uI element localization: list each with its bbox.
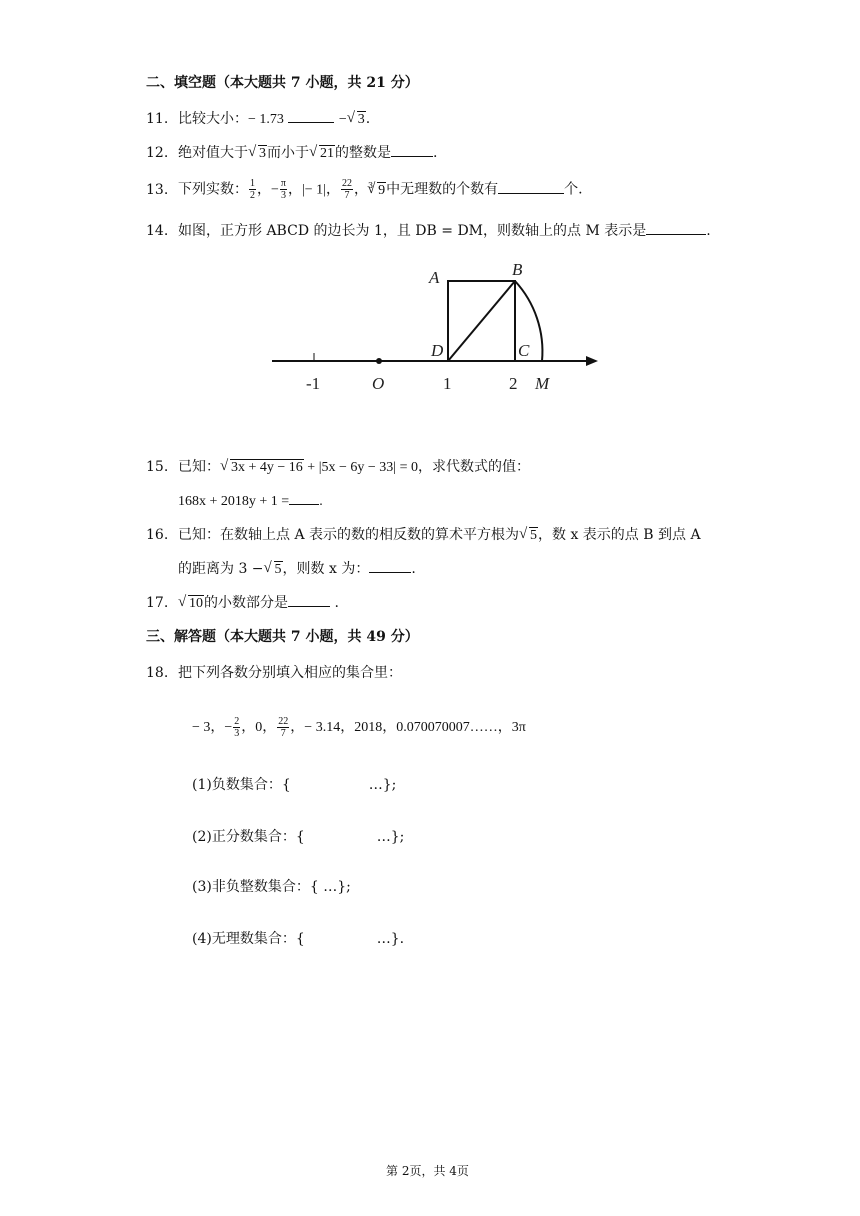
q18-s4-label: (4)无理数集合：{ [192, 931, 305, 947]
q15-sqrt: √ 3x + 4y − 16 [221, 460, 304, 476]
q18-n3: ，− 3.14，2018，0.070070007……，3π [290, 720, 526, 735]
label-a: A [429, 268, 440, 287]
q15-t2: + |5x − 6y − 33| = 0，求代数式的值： [303, 460, 530, 475]
q15-number: 15. [146, 459, 169, 475]
question-18 [146, 662, 402, 682]
q13-frac-1-2: $\frac{1}{2}$ [250, 178, 255, 201]
q16-end: . [411, 561, 416, 577]
question-17 [146, 592, 339, 612]
q18-set-positive-fraction [192, 826, 404, 846]
q18-text: 把下列各数分别填入相应的集合里： [178, 665, 402, 681]
q18-s4-end: …}. [376, 931, 405, 947]
q12-sqrt-21: √ 21 [310, 146, 335, 162]
q17-end: . [334, 595, 339, 611]
q11-end: . [365, 111, 371, 127]
q14-number: 14. [146, 223, 169, 239]
q18-number-list [192, 716, 526, 739]
q13-frac-pi-3: $\frac{\pi}{3}$ [280, 178, 286, 201]
q12-end: . [433, 145, 438, 161]
q13-cbrt-9: √ 9 [368, 183, 386, 199]
q17-answer-blank[interactable] [288, 594, 330, 607]
diagonal-db [448, 281, 515, 361]
q14-text: 如图，正方形 ABCD 的边长为 1，且 DB = DM，则数轴上的点 M 表示是 [178, 223, 647, 239]
q18-set-negative [192, 774, 396, 794]
q13-cube-index: 3 [367, 180, 374, 190]
q18-frac-2-3: $\frac{2}{3}$ [234, 716, 240, 740]
label-b: B [512, 260, 523, 279]
q13-neg: − [271, 182, 279, 198]
q16-line2a: 的距离为 3 − [178, 561, 264, 577]
q13-number: 13. [146, 181, 169, 198]
q15-t1: 已知： [178, 459, 220, 475]
label-d: D [431, 341, 444, 360]
q12-sqrt-3: √ 3 [249, 146, 267, 162]
question-15-line2 [178, 492, 323, 510]
q18-n1: − 3，− [192, 720, 233, 735]
page-footer: 第 2页，共 4页 [386, 1164, 469, 1178]
q14-answer-blank[interactable] [646, 222, 706, 235]
q18-n2: ，0， [241, 720, 277, 735]
question-14 [146, 220, 711, 240]
q16-sqrt-5: √ 5 [520, 528, 538, 544]
tick-label-1: 1 [443, 374, 452, 393]
q17-text: 的小数部分是 [204, 595, 288, 611]
q13-frac-22-7: $\frac{22}{7}$ [341, 178, 352, 201]
question-13: 13. 下列实数： $\frac{1}{2}$ ，− $\frac{\pi}{3}$ ，|− 1|， $\frac{22}{7}$ ，$^3$√ 9中无理数的个数有 个. [146, 178, 583, 201]
section3-title: 三、解答题（本大题共 7 小题，共 49 分） [146, 629, 419, 645]
q11-sqrt: √ 3 [348, 112, 366, 128]
tick-label-2: 2 [509, 374, 518, 393]
q18-s1-end: …}; [368, 777, 397, 793]
q18-frac-22-7: $\frac{22}{7}$ [278, 716, 289, 740]
q15-expression: 168x + 2018y + 1 = [178, 494, 290, 509]
q18-s1-label: (1)负数集合：{ [192, 777, 291, 793]
q13-answer-blank[interactable] [498, 181, 564, 194]
question-11 [146, 108, 370, 128]
label-o: O [372, 374, 385, 393]
origin-point [376, 358, 382, 364]
q13-end: 个. [564, 181, 583, 198]
q17-number: 17. [146, 595, 169, 611]
q17-sqrt-10: √ 10 [179, 596, 204, 612]
q18-s2-label: (2)正分数集合：{ [192, 829, 305, 845]
q18-set-nonneg-integer[interactable]: (3)非负整数集合：{ …}; [192, 879, 351, 895]
q15-end: . [319, 494, 323, 509]
q13-t1: 下列实数： [178, 181, 248, 198]
q12-t1: 绝对值大于 [178, 145, 248, 161]
q16-sqrt-5-b: √ 5 [265, 562, 283, 578]
q16-number: 16. [146, 527, 169, 543]
q16-line2b: ，则数 x 为： [282, 561, 370, 577]
q12-t3: 的整数是 [335, 145, 391, 161]
question-16-line2 [178, 558, 416, 578]
q11-left: − 1.73 [248, 112, 284, 127]
question-15 [146, 456, 530, 476]
q12-answer-blank[interactable] [391, 144, 433, 157]
q18-number: 18. [146, 665, 169, 681]
section2-title: 二、填空题（本大题共 7 小题，共 21 分） [146, 75, 419, 91]
question-16 [146, 524, 701, 544]
q15-answer-blank[interactable] [289, 492, 319, 505]
q11-sign: − [338, 112, 347, 127]
label-c: C [518, 341, 530, 360]
q13-t2: 中无理数的个数有 [386, 181, 499, 198]
tick-label-minus-1: -1 [306, 374, 321, 393]
q16-answer-blank[interactable] [369, 560, 411, 573]
q12-t2: 而小于 [267, 145, 309, 161]
q18-set-irrational [192, 928, 404, 948]
q16-line1b: ，数 x 表示的点 B 到点 A [538, 527, 701, 543]
q13-abs: |− 1| [301, 182, 326, 198]
q18-s2-end: …}; [376, 829, 405, 845]
number-line-figure [260, 255, 610, 405]
q11-pre: 比较大小： [178, 111, 248, 127]
label-m: M [535, 374, 550, 393]
q11-number: 11. [146, 111, 169, 127]
q14-end: . [706, 223, 711, 239]
q11-answer-blank[interactable] [288, 110, 334, 123]
q16-line1a: 已知：在数轴上点 A 表示的数的相反数的算术平方根为 [178, 527, 520, 543]
q12-number: 12. [146, 145, 169, 161]
question-12 [146, 142, 437, 162]
axis-arrow [586, 356, 598, 366]
